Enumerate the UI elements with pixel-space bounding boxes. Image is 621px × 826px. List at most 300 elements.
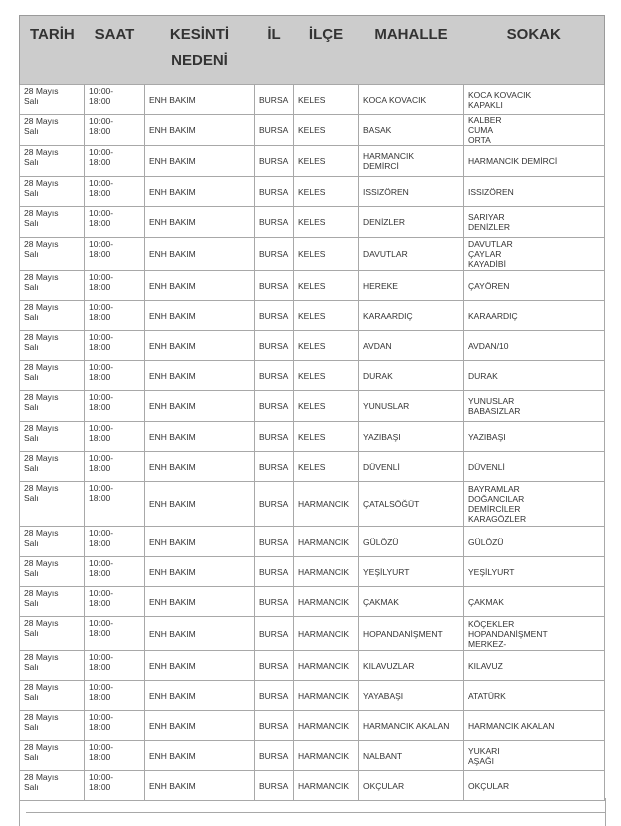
cell-sokak [464, 331, 605, 361]
cell-saat-line: 10:00- [89, 453, 114, 463]
cell-kesinti-nedeni: ENH BAKIM [145, 681, 255, 711]
header-mahalle: MAHALLE [359, 16, 464, 85]
cell-mahalle [359, 452, 464, 482]
cell-mahalle [359, 741, 464, 771]
footer-divider [26, 812, 605, 813]
cell-sokak-line: ATATÜRK [468, 690, 506, 701]
cell-kesinti-nedeni: ENH BAKIM [145, 587, 255, 617]
header-tarih: TARİH [20, 16, 85, 85]
cell-saat-line: 18:00 [89, 342, 111, 352]
cell-mahalle [359, 146, 464, 177]
cell-saat-line: 10:00- [89, 362, 114, 372]
cell-ilce: KELES [294, 331, 359, 361]
cell-saat-line: 10:00- [89, 178, 114, 188]
cell-ilce: KELES [294, 422, 359, 452]
cell-mahalle [359, 617, 464, 651]
cell-saat-line: 10:00- [89, 86, 114, 96]
cell-mahalle [359, 391, 464, 422]
header-kesinti-nedeni [145, 16, 255, 85]
cell-saat-line: 10:00- [89, 423, 114, 433]
cell-kesinti-nedeni: ENH BAKIM [145, 771, 255, 801]
cell-sokak [464, 422, 605, 452]
cell-tarih [20, 681, 85, 711]
cell-tarih-line: 28 Mayıs [24, 302, 59, 312]
cell-saat [85, 527, 145, 557]
outage-table-container [19, 15, 604, 801]
table-row [20, 331, 605, 361]
cell-mahalle-line: ÇATALSÖĞÜT [363, 499, 420, 509]
cell-sokak-line: KOCA KOVACIK [468, 89, 532, 100]
cell-sokak [464, 651, 605, 681]
cell-saat-line: 10:00- [89, 116, 114, 126]
table-row [20, 115, 605, 146]
cell-saat-line: 10:00- [89, 712, 114, 722]
cell-mahalle-line: HOPANDANİŞMENT [363, 628, 443, 639]
cell-il: BURSA [255, 681, 294, 711]
table-row [20, 617, 605, 651]
cell-saat [85, 301, 145, 331]
cell-tarih-line: 28 Mayıs [24, 453, 59, 463]
cell-tarih [20, 587, 85, 617]
cell-mahalle-line: DAVUTLAR [363, 249, 408, 259]
cell-sokak-line: ÇAYÖREN [468, 280, 510, 291]
cell-kesinti-nedeni: ENH BAKIM [145, 207, 255, 238]
cell-tarih-line: Salı [24, 598, 39, 608]
cell-mahalle-line: DENİZLER [363, 217, 406, 227]
cell-tarih-line: 28 Mayıs [24, 147, 59, 157]
cell-tarih-line: 28 Mayıs [24, 362, 59, 372]
cell-saat-line: 18:00 [89, 568, 111, 578]
cell-sokak-line: DENİZLER [468, 222, 511, 232]
cell-kesinti-nedeni: ENH BAKIM [145, 177, 255, 207]
cell-il: BURSA [255, 238, 294, 271]
table-row [20, 452, 605, 482]
cell-il: BURSA [255, 146, 294, 177]
cell-mahalle [359, 238, 464, 271]
cell-sokak-line: DURAK [468, 370, 498, 381]
cell-saat [85, 741, 145, 771]
cell-saat-line: 18:00 [89, 188, 111, 198]
table-row [20, 557, 605, 587]
cell-saat [85, 85, 145, 115]
cell-saat-line: 18:00 [89, 722, 111, 732]
cell-sokak [464, 177, 605, 207]
cell-saat [85, 207, 145, 238]
cell-saat-line: 18:00 [89, 312, 111, 322]
cell-sokak [464, 207, 605, 238]
cell-kesinti-nedeni: ENH BAKIM [145, 711, 255, 741]
cell-il: BURSA [255, 115, 294, 146]
cell-saat [85, 651, 145, 681]
cell-sokak [464, 617, 605, 651]
cell-sokak-line: AVDAN/10 [468, 340, 509, 351]
cell-saat [85, 391, 145, 422]
cell-ilce: KELES [294, 146, 359, 177]
cell-saat [85, 557, 145, 587]
cell-ilce: HARMANCIK [294, 651, 359, 681]
cell-ilce: KELES [294, 85, 359, 115]
header-sokak: SOKAK [464, 16, 605, 85]
cell-sokak-line: ISSIZÖREN [468, 186, 514, 197]
cell-tarih [20, 651, 85, 681]
cell-tarih-line: Salı [24, 692, 39, 702]
cell-tarih [20, 177, 85, 207]
cell-saat-line: 18:00 [89, 538, 111, 548]
cell-tarih [20, 115, 85, 146]
cell-kesinti-nedeni: ENH BAKIM [145, 331, 255, 361]
cell-tarih-line: 28 Mayıs [24, 86, 59, 96]
table-row [20, 741, 605, 771]
header-kesinti-nedeni-line: KESİNTİ [169, 26, 230, 43]
cell-tarih-line: 28 Mayıs [24, 652, 59, 662]
cell-mahalle [359, 361, 464, 391]
cell-saat-line: 18:00 [89, 402, 111, 412]
cell-tarih-line: Salı [24, 493, 39, 503]
cell-mahalle [359, 651, 464, 681]
cell-ilce: KELES [294, 391, 359, 422]
cell-ilce: KELES [294, 271, 359, 301]
cell-mahalle [359, 482, 464, 527]
cell-tarih-line: Salı [24, 218, 39, 228]
cell-mahalle-line: DURAK [363, 370, 393, 381]
table-row [20, 771, 605, 801]
cell-tarih-line: Salı [24, 752, 39, 762]
cell-tarih [20, 482, 85, 527]
cell-tarih [20, 557, 85, 587]
cell-sokak-line: BAYRAMLAR [468, 484, 520, 494]
cell-sokak-line: KARAARDIÇ [468, 310, 518, 321]
cell-ilce: HARMANCIK [294, 587, 359, 617]
header-saat: SAAT [85, 16, 145, 85]
cell-kesinti-nedeni: ENH BAKIM [145, 527, 255, 557]
cell-mahalle [359, 177, 464, 207]
table-row [20, 711, 605, 741]
cell-ilce: HARMANCIK [294, 741, 359, 771]
cell-mahalle [359, 681, 464, 711]
table-row [20, 85, 605, 115]
cell-mahalle-line: HEREKE [363, 280, 398, 291]
cell-tarih-line: 28 Mayıs [24, 712, 59, 722]
cell-saat-line: 18:00 [89, 282, 111, 292]
cell-saat [85, 681, 145, 711]
table-body [20, 85, 605, 801]
cell-ilce: KELES [294, 452, 359, 482]
cell-tarih-line: Salı [24, 372, 39, 382]
cell-sokak-line: ORTA [468, 135, 491, 145]
cell-saat-line: 10:00- [89, 272, 114, 282]
table-row [20, 207, 605, 238]
cell-tarih-line: 28 Mayıs [24, 178, 59, 188]
cell-saat [85, 146, 145, 177]
cell-tarih-line: Salı [24, 249, 39, 259]
cell-sokak-line: DAVUTLAR [468, 239, 513, 249]
cell-il: BURSA [255, 361, 294, 391]
cell-sokak-line: YEŞİLYURT [468, 566, 515, 577]
cell-mahalle-line: DEMİRCİ [363, 161, 399, 171]
cell-saat [85, 361, 145, 391]
cell-mahalle-line: GÜLÖZÜ [363, 536, 399, 547]
cell-ilce: KELES [294, 177, 359, 207]
cell-il: BURSA [255, 271, 294, 301]
cell-kesinti-nedeni: ENH BAKIM [145, 617, 255, 651]
cell-il: BURSA [255, 177, 294, 207]
cell-mahalle-line: KARAARDIÇ [363, 310, 413, 321]
cell-tarih [20, 711, 85, 741]
cell-tarih [20, 741, 85, 771]
cell-il: BURSA [255, 482, 294, 527]
cell-saat-line: 18:00 [89, 96, 111, 106]
cell-sokak-line: YAZIBAŞI [468, 431, 506, 442]
header-il: İL [255, 16, 294, 85]
cell-saat-line: 10:00- [89, 682, 114, 692]
cell-tarih [20, 331, 85, 361]
cell-sokak-line: DOĞANCILAR [468, 494, 525, 504]
cell-il: BURSA [255, 391, 294, 422]
cell-tarih-line: Salı [24, 662, 39, 672]
cell-saat-line: 18:00 [89, 782, 111, 792]
cell-mahalle-line: HARMANCIK [363, 151, 415, 161]
cell-il: BURSA [255, 587, 294, 617]
cell-saat-line: 18:00 [89, 692, 111, 702]
cell-sokak-line: HOPANDANİŞMENT [468, 628, 548, 639]
cell-saat-line: 18:00 [89, 249, 111, 259]
cell-sokak [464, 115, 605, 146]
table-row [20, 651, 605, 681]
cell-sokak-line: KAYADİBİ [468, 259, 506, 269]
cell-tarih-line: Salı [24, 628, 39, 638]
cell-sokak-line: DEMİRCİLER [468, 504, 521, 514]
cell-mahalle [359, 331, 464, 361]
cell-sokak [464, 587, 605, 617]
cell-mahalle-line: BASAK [363, 125, 392, 135]
cell-saat-line: 18:00 [89, 628, 111, 638]
cell-sokak [464, 741, 605, 771]
cell-tarih-line: 28 Mayıs [24, 239, 59, 249]
cell-saat-line: 10:00- [89, 208, 114, 218]
cell-ilce: HARMANCIK [294, 771, 359, 801]
cell-saat [85, 271, 145, 301]
cell-mahalle [359, 301, 464, 331]
cell-kesinti-nedeni: ENH BAKIM [145, 115, 255, 146]
cell-sokak-line: CUMA [468, 125, 494, 135]
cell-ilce: KELES [294, 238, 359, 271]
cell-tarih-line: Salı [24, 538, 39, 548]
cell-il: BURSA [255, 617, 294, 651]
cell-il: BURSA [255, 651, 294, 681]
cell-il: BURSA [255, 771, 294, 801]
cell-saat [85, 771, 145, 801]
cell-sokak [464, 85, 605, 115]
cell-tarih-line: 28 Mayıs [24, 742, 59, 752]
cell-sokak [464, 452, 605, 482]
table-row [20, 391, 605, 422]
cell-saat-line: 10:00- [89, 239, 114, 249]
cell-saat [85, 587, 145, 617]
cell-il: BURSA [255, 452, 294, 482]
cell-sokak-line: BABASIZLAR [468, 406, 521, 416]
cell-sokak-line: KILAVUZ [468, 660, 503, 671]
header-ilce: İLÇE [294, 16, 359, 85]
cell-mahalle-line: ÇAKMAK [363, 596, 399, 607]
cell-mahalle [359, 271, 464, 301]
table-row [20, 271, 605, 301]
cell-saat [85, 422, 145, 452]
cell-mahalle-line: NALBANT [363, 750, 403, 761]
cell-tarih-line: 28 Mayıs [24, 483, 59, 493]
cell-ilce: HARMANCIK [294, 482, 359, 527]
cell-ilce: HARMANCIK [294, 681, 359, 711]
cell-saat [85, 617, 145, 651]
cell-sokak-line: YUNUSLAR [468, 396, 515, 406]
cell-saat-line: 10:00- [89, 772, 114, 782]
cell-mahalle [359, 115, 464, 146]
cell-saat-line: 18:00 [89, 493, 111, 503]
cell-sokak [464, 301, 605, 331]
cell-mahalle [359, 557, 464, 587]
header-kesinti-nedeni-line: NEDENİ [171, 52, 228, 69]
table-row [20, 482, 605, 527]
cell-tarih [20, 771, 85, 801]
table-row [20, 177, 605, 207]
cell-il: BURSA [255, 301, 294, 331]
cell-saat-line: 18:00 [89, 372, 111, 382]
cell-kesinti-nedeni: ENH BAKIM [145, 361, 255, 391]
cell-tarih-line: Salı [24, 157, 39, 167]
table-row [20, 146, 605, 177]
cell-mahalle [359, 771, 464, 801]
cell-mahalle [359, 207, 464, 238]
cell-saat [85, 711, 145, 741]
cell-kesinti-nedeni: ENH BAKIM [145, 391, 255, 422]
cell-sokak-line: MERKEZ- [468, 638, 507, 649]
cell-tarih-line: Salı [24, 722, 39, 732]
cell-tarih [20, 271, 85, 301]
cell-kesinti-nedeni: ENH BAKIM [145, 482, 255, 527]
cell-il: BURSA [255, 557, 294, 587]
cell-mahalle-line: AVDAN [363, 340, 392, 351]
cell-kesinti-nedeni: ENH BAKIM [145, 146, 255, 177]
cell-ilce: KELES [294, 207, 359, 238]
cell-tarih [20, 391, 85, 422]
cell-mahalle [359, 587, 464, 617]
cell-saat [85, 331, 145, 361]
table-row [20, 238, 605, 271]
cell-sokak-line: ÇAKMAK [468, 596, 504, 607]
cell-il: BURSA [255, 527, 294, 557]
cell-tarih-line: Salı [24, 96, 39, 106]
cell-il: BURSA [255, 85, 294, 115]
cell-tarih-line: Salı [24, 282, 39, 292]
cell-sokak-line: HARMANCIK AKALAN [468, 720, 555, 731]
cell-il: BURSA [255, 422, 294, 452]
cell-il: BURSA [255, 741, 294, 771]
cell-kesinti-nedeni: ENH BAKIM [145, 238, 255, 271]
cell-tarih-line: Salı [24, 463, 39, 473]
cell-mahalle-line: DÜVENLİ [363, 461, 400, 472]
cell-kesinti-nedeni: ENH BAKIM [145, 85, 255, 115]
cell-il: BURSA [255, 711, 294, 741]
cell-sokak-line: SARIYAR [468, 212, 505, 222]
cell-saat-line: 10:00- [89, 528, 114, 538]
table-row [20, 361, 605, 391]
cell-sokak-line: YUKARI [468, 745, 500, 756]
cell-saat [85, 482, 145, 527]
cell-sokak-line: GÜLÖZÜ [468, 536, 504, 547]
cell-saat-line: 10:00- [89, 588, 114, 598]
cell-ilce: HARMANCIK [294, 557, 359, 587]
cell-mahalle-line: HARMANCIK AKALAN [363, 720, 450, 731]
cell-sokak [464, 271, 605, 301]
cell-tarih-line: 28 Mayıs [24, 392, 59, 402]
cell-mahalle-line: YAZIBAŞI [363, 431, 401, 442]
cell-sokak [464, 238, 605, 271]
cell-tarih-line: 28 Mayıs [24, 272, 59, 282]
cell-tarih [20, 85, 85, 115]
cell-tarih [20, 146, 85, 177]
cell-kesinti-nedeni: ENH BAKIM [145, 741, 255, 771]
cell-sokak [464, 361, 605, 391]
cell-mahalle [359, 527, 464, 557]
cell-ilce: KELES [294, 301, 359, 331]
cell-tarih-line: 28 Mayıs [24, 682, 59, 692]
cell-tarih-line: 28 Mayıs [24, 772, 59, 782]
cell-sokak-line: ÇAYLAR [468, 249, 502, 259]
table-row [20, 587, 605, 617]
cell-saat-line: 10:00- [89, 652, 114, 662]
cell-sokak [464, 527, 605, 557]
cell-saat-line: 10:00- [89, 147, 114, 157]
cell-tarih [20, 422, 85, 452]
cell-sokak [464, 482, 605, 527]
cell-tarih-line: 28 Mayıs [24, 423, 59, 433]
cell-saat-line: 10:00- [89, 742, 114, 752]
cell-tarih-line: 28 Mayıs [24, 588, 59, 598]
cell-kesinti-nedeni: ENH BAKIM [145, 301, 255, 331]
cell-tarih-line: Salı [24, 433, 39, 443]
cell-saat [85, 238, 145, 271]
cell-sokak-line: KAPAKLI [468, 99, 503, 110]
cell-tarih-line: 28 Mayıs [24, 618, 59, 628]
cell-ilce: HARMANCIK [294, 617, 359, 651]
cell-tarih [20, 452, 85, 482]
cell-mahalle-line: YEŞİLYURT [363, 566, 410, 577]
cell-sokak-line: OKÇULAR [468, 780, 510, 791]
cell-kesinti-nedeni: ENH BAKIM [145, 271, 255, 301]
cell-saat-line: 18:00 [89, 752, 111, 762]
cell-kesinti-nedeni: ENH BAKIM [145, 422, 255, 452]
cell-mahalle [359, 711, 464, 741]
cell-saat-line: 18:00 [89, 126, 111, 136]
cell-tarih [20, 301, 85, 331]
cell-saat-line: 18:00 [89, 218, 111, 228]
cell-saat-line: 10:00- [89, 332, 114, 342]
cell-mahalle-line: KOCA KOVACIK [363, 94, 427, 105]
cell-mahalle [359, 422, 464, 452]
cell-saat [85, 177, 145, 207]
table-row [20, 681, 605, 711]
cell-saat-line: 18:00 [89, 463, 111, 473]
cell-tarih-line: Salı [24, 402, 39, 412]
cell-saat-line: 10:00- [89, 483, 114, 493]
cell-saat-line: 18:00 [89, 433, 111, 443]
cell-kesinti-nedeni: ENH BAKIM [145, 452, 255, 482]
cell-tarih-line: Salı [24, 126, 39, 136]
cell-tarih-line: Salı [24, 782, 39, 792]
cell-tarih-line: 28 Mayıs [24, 558, 59, 568]
header-row [20, 16, 605, 85]
cell-saat [85, 452, 145, 482]
cell-tarih-line: 28 Mayıs [24, 116, 59, 126]
